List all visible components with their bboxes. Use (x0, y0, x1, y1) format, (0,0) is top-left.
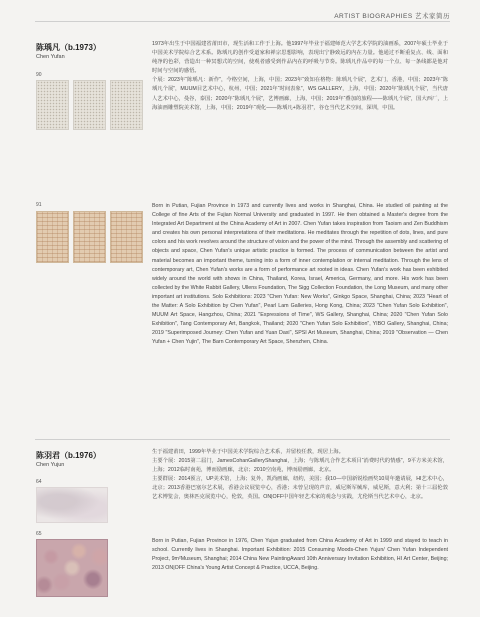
artist-1-bio-cn (152, 40, 448, 113)
artist-2-bio-cn-para-1: 生于福建莆田，1999年毕业于中国美术学院综合艺术系，并留校任教，现居上海。 (152, 449, 344, 455)
artist-1-bio-en-para: Born in Putian, Fujian Province in 1973 and currently lives and works in Shanghai, China. He studied oil painting at the College of fine Arts of the Fujian Normal University and graduated in 1997. He then obtained a Master's degree from the Integrated Art Department at the China Academy of Art in 2007. Chen Yufan takes inspiration from Taoism and Zen Buddhism and creates his own personal interpretations of their meditations. He meditates through the repetition of dots, lines, and pure colors and his work revolves around the structure of vision and the power of the mind. Through the assembly and scattering of objects and space, Chen Yufan's unique artistic practice is formed. The process of communication between the artist and material becomes an important theme, turning into a form of inner contemplation or internal meditation. Through the lens of contemporary art, Chen Yufan's works are a form of performance art rooted in ideas. Chen Yufan's work has been exhibited widely around the world with shows in China, Thailand, Korea, Israel, America, Germany, and more. His work has been collected by the White Rabbit Gallery, Ullens Foundation, The Sigg Collection Foundation, the Long Museum, and many other important art institutions. Solo Exhibitions: 2023 "Chen Yufan: New Works", Ginkgo Space, Shanghai, China; 2023 "Heart of the Matter: A Solo Exhibition by Chen Yufan", Pearl Lam Galleries, Hong Kong, China; 2023 "Chen Yufan Solo Exhibition", MUUM Art Space, Hangzhou, China; 2021 "Expressions of Time", WS Gallery, Shanghai, China; 2020 "Chen Yufan Solo Exhibition", Tang Contemporary Art, Bangkok, Thailand; 2020 "Chen Yufan Solo Exhibition", YIBO Gallery, Shanghai, China; 2019 "Superimposed Journey: Chen Yufan and Yuan Daxi", SPSI Art Museum, Shanghai, China; 2019 "Observation — Chen Yufan + Chen Yujin", The Barn Contemporary Art Space, Shenzhen, China. (152, 203, 448, 346)
artist-2-bio-en-para: Born in Putian, Fujian Province in 1976, Chen Yujun graduated from China Academy of Art in 1999 and stayed to teach in school. Currently lives in Shanghai. Important Exhibition: 2015 Consuming Moods-Chen Yujun/ Chen Yufan Independent Project, 9m²Museum, Shanghai; 2014 China New PaintingAward 10th Anniversary Invitation Exhibition, HI Art Center, Beijing; 2013 ON|OFF China's Young Artist Concept & Practice, UCCA, Beijing. (152, 538, 448, 572)
artist-2-bio-cn-para-2: 主要个展：2015第二届门，JamesCohanGalleryShanghai，上海；与陈瑀凡合作艺术项目“消费时代的情感”，9平方米美术馆，上海；2012临时南苑，博而励画廊，北京；2010空南苑，博而励画廊，北京。 (152, 458, 448, 474)
artist-1-bio-cn-para-1: 1973年出生于中国福建省莆田市，现生活和工作于上海。他1997年毕业于福建师范大学艺术学院的油画系，2007年硕士毕业于中国美术学院综合艺术系。陈瑀凡的创作受道家和禅宗思想影响，表现出宁静致远的内在力量。他通过不断重复点、线、面和纯净的色彩，营造出一种冥想式的空间，使观者感受到作品内在的呼吸与节奏。陈瑀凡作品中的每一个点、每一条线都是他对时间与空间的感悟。 (152, 41, 448, 75)
section-divider (35, 439, 450, 440)
artist-2-artwork-thumbnail-2 (36, 539, 108, 597)
artist-1-bio-cn-para-2: 个展：2023年“陈瑀凡：新作”，今格空间，上海，中国；2023年“致知在格物：陈瑀凡个展”，艺术门，香港，中国；2023年“陈瑀凡个展”，MUUM目艺术中心，杭州，中国；2021年“时间表象”，WS GALLERY，上海，中国；2020年“陈瑀凡个展”，当代唐人艺术中心，曼谷，泰国；2020年“陈瑀凡个展”，艺博画廊，上海，中国；2019年“叠加的旅程——陈瑀凡个展”，国大西厂，上海油画雕塑院美术馆，上海，中国；2019年“观化——陈瑀凡+陈羽君”，谷仓当代艺术空间，深圳，中国。 (152, 77, 448, 111)
artist-2-figure-number-2: 65 (36, 531, 42, 537)
artist-1-name-cn: 陈瑀凡（b.1973） (36, 43, 101, 52)
artist-1-bio-en (152, 202, 448, 348)
page-header: ARTIST BIOGRAPHIES 艺术家简历 (334, 13, 450, 20)
artist-2-name-cn: 陈羽君（b.1976） (36, 451, 101, 460)
artist-2-name-en: Chen Yujun (36, 462, 65, 468)
artist-1-figure-number-2: 91 (36, 202, 42, 208)
artist-1-figure-number-1: 90 (36, 72, 42, 78)
artist-2-bio-cn (152, 448, 448, 503)
artist-1-name-en: Chen Yufan (36, 54, 65, 60)
top-divider (35, 21, 450, 22)
artist-2-artwork-thumbnail-1 (36, 487, 108, 523)
artist-1-artwork-thumbnail-1 (36, 80, 143, 130)
artist-1-artwork-thumbnail-2 (36, 211, 143, 263)
artist-2-figure-number-1: 64 (36, 479, 42, 485)
artist-2-bio-en (152, 537, 448, 573)
artist-2-bio-cn-para-3: 主要群展：2014预言，UP美术馆，上海；复外，凯尚画廊，纽约，美国；我10—中国新锐绘画奖10周年邀请展，HI艺术中心，北京；2013香港巴塞尔艺术展，香港会议展览中心，香港；未曾呈现的声音，威尼斯军械库，威尼斯，意大利；第十三届伦敦艺术博览会，奥林匹克展览中心，伦敦，英国。ON|OFF中国年轻艺术家的观念与实践，尤伦斯当代艺术中心，北京。 (152, 476, 448, 501)
